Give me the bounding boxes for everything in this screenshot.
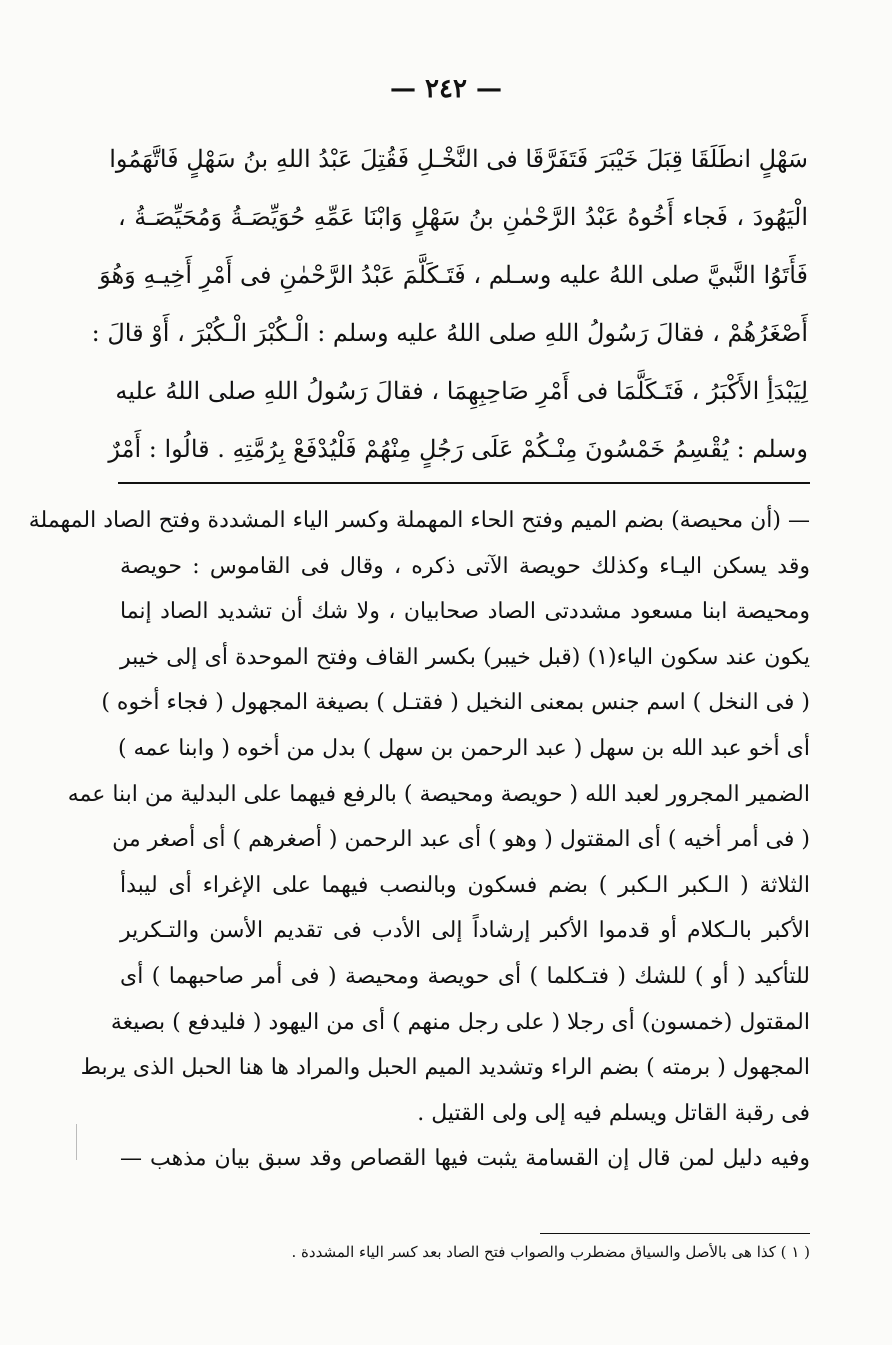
commentary-line: أى أخو عبد الله بن سهل ( عبد الرحمن بن سهل ) بدل من أخوه ( وابنا عمه )	[117, 735, 810, 761]
commentary-line: ( فى النخل ) اسم جنس بمعنى النخيل ( فقتـل ) بصيغة المجهول ( فجاء أخوه )	[101, 690, 810, 716]
commentary-line: الضمير المجرور لعبد الله ( حويصة ومحيصة ) بالرفع فيهما على البدلية من ابنا عمه	[67, 781, 810, 807]
section-divider	[118, 482, 810, 484]
commentary-text	[28, 498, 810, 1182]
commentary-line: الأكبر بالـكلام أو قدموا الأكبر إرشاداً إلى الأدب فى تقديم الأسن والتـكرير	[120, 918, 810, 944]
hadith-line: وسلم : يُقْسِمُ خَمْسُونَ مِنْـكُمْ عَلَى رَجُلٍ مِنْهُمْ فَلْيُدْفَعْ بِرُمَّتِهِ . قالُوا : أَمْرٌ	[108, 435, 808, 463]
commentary-line: فى رقبة القاتل ويسلم فيه إلى ولى القتيل .	[417, 1100, 810, 1126]
margin-mark	[76, 1124, 77, 1160]
commentary-line: يكون عند سكون الياء(١) (قبل خيبر) بكسر القاف وفتح الموحدة أى إلى خيبر	[120, 644, 810, 670]
commentary-line: الثلاثة ( الـكبر الـكبر ) بضم فسكون وبالنصب فيهما على الإغراء أى ليبدأ	[120, 872, 810, 898]
commentary-line: وفيه دليل لمن قال إن القسامة يثبت فيها القصاص وقد سبق بيان مذهب —	[120, 1146, 810, 1172]
hadith-line: سَهْلٍ انطَلَقَا قِبَلَ خَيْبَرَ فَتَفَرَّقَا فى النَّخْـلِ فَقُتِلَ عَبْدُ اللهِ بنُ سَهْلٍ فَاتَّهَمُوا	[109, 145, 808, 173]
hadith-line: الْيَهُودَ ، فَجاء أَخُوهُ عَبْدُ الرَّحْمٰنِ بنُ سَهْلٍ وَابْنَا عَمِّهِ حُوَيِّصَـةُ وَمُحَيِّصَـةُ ،	[118, 203, 808, 231]
page-number: — ٢٤٢ —	[389, 74, 503, 104]
commentary-line: ( فى أمر أخيه ) أى المقتول ( وهو ) أى عبد الرحمن ( أصغرهم ) أى أصغر من	[112, 827, 810, 853]
commentary-line: المقتول (خمسون) أى رجلا ( على رجل منهم ) أى من اليهود ( فليدفع ) بصيغة	[110, 1009, 810, 1035]
hadith-line: لِيَبْدَأِ الأَكْبَرُ ، فَتَـكَلَّمَا فى أَمْرِ صَاحِبِهِمَا ، فقالَ رَسُولُ اللهِ صلى اللهُ عليه	[115, 377, 808, 405]
hadith-line: أَصْغَرُهُمْ ، فقالَ رَسُولُ اللهِ صلى اللهُ عليه وسلم : الْـكُبْرَ الْـكُبْرَ ، أَوْ قالَ :	[91, 319, 808, 347]
hadith-line: فَأَتَوُا النَّبيَّ صلى اللهُ عليه وسـلم ، فَتَـكَلَّمَ عَبْدُ الرَّحْمٰنِ فى أَمْرِ أَخِيـهِ وَهُوَ	[99, 261, 808, 289]
commentary-line: ومحيصة ابنا مسعود مشددتى الصاد صحابيان ، ولا شك أن تشديد الصاد إنما	[120, 599, 810, 625]
commentary-line: للتأكيد ( أو ) للشك ( فتـكلما ) أى حويصة ومحيصة ( فى أمر صاحبهما ) أى	[120, 963, 810, 989]
commentary-line: المجهول ( برمته ) بضم الراء وتشديد الميم الحبل والمراد ها هنا الحبل الذى يربط	[80, 1055, 810, 1081]
footnote: ( ١ ) كذا هى بالأصل والسياق مضطرب والصواب فتح الصاد بعد كسر الياء المشددة .	[291, 1243, 810, 1261]
commentary-line: — (أن محيصة) بضم الميم وفتح الحاء المهملة وكسر الياء المشددة وفتح الصاد المهملة	[28, 508, 810, 533]
commentary-line: وقد يسكن اليـاء وكذلك حويصة الآتى ذكره ، وقال فى القاموس : حويصة	[120, 553, 810, 579]
footnote-divider	[540, 1233, 810, 1234]
hadith-text	[91, 130, 808, 478]
